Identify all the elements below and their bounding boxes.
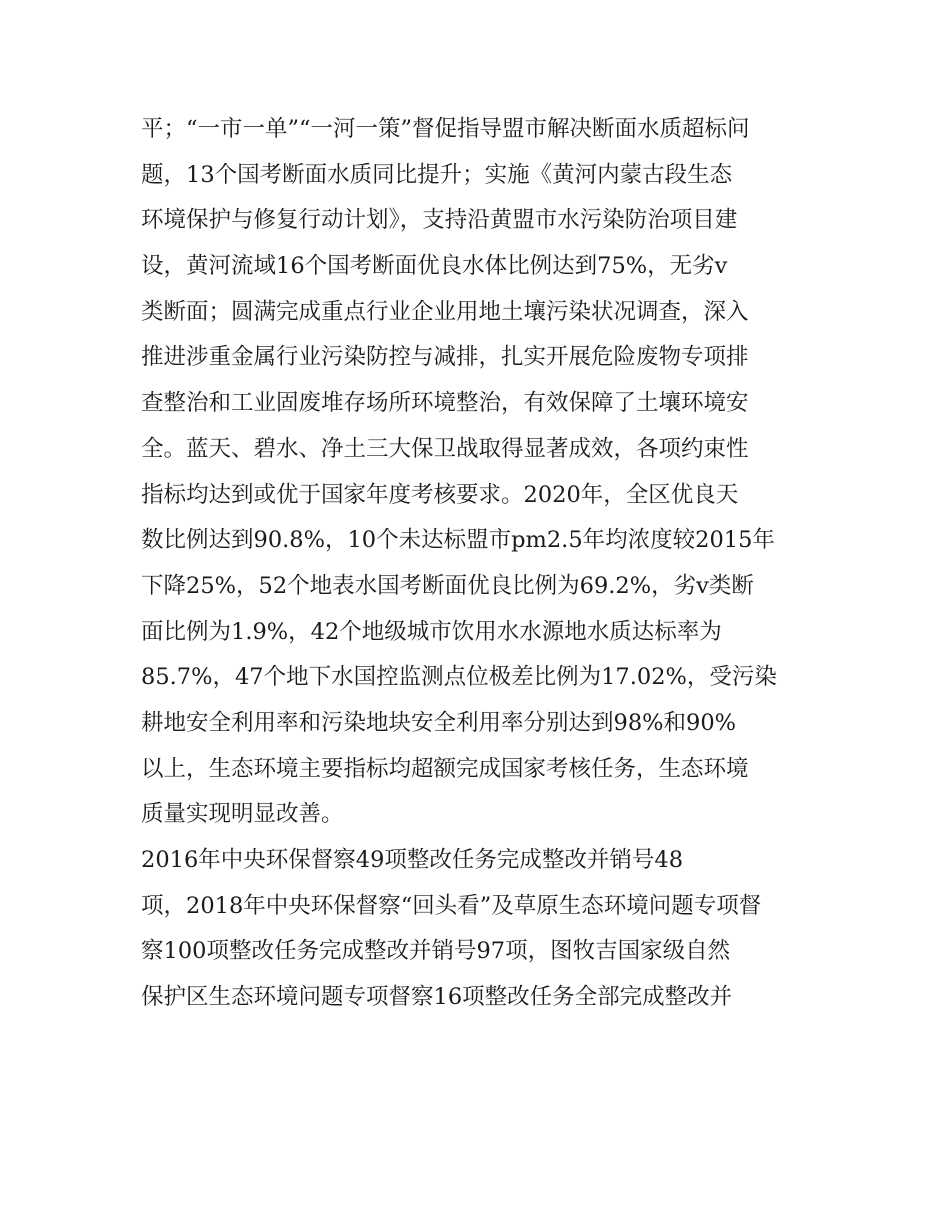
text-line: 耕地安全利用率和污染地块安全利用率分别达到98%和90%: [141, 709, 737, 736]
text-line: 项，2018年中央环保督察“回头看”及草原生态环境问题专项督: [141, 892, 762, 919]
text-line: 85.7%，47个地下水国控监测点位极差比例为17.02%，受污染: [141, 664, 777, 691]
text-line: 下降25%，52个地表水国考断面优良比例为69.2%，劣ⅴ类断: [141, 572, 754, 599]
text-line: 平；“一市一单”“一河一策”督促指导盟市解决断面水质超标问: [141, 116, 750, 142]
text-line: 推进涉重金属行业污染防控与减排，扎实开展危险废物专项排: [141, 344, 749, 371]
text-line: 保护区生态环境问题专项督察16项整改任务全部完成整改并: [141, 984, 733, 1011]
text-line: 全。蓝天、碧水、净土三大保卫战取得显著成效，各项约束性: [141, 435, 749, 462]
text-line: 题，13个国考断面水质同比提升；实施《黄河内蒙古段生态: [141, 161, 733, 188]
text-line: 察100项整改任务完成整改并销号97项，图牧吉国家级自然: [141, 938, 731, 965]
text-line: 类断面；圆满完成重点行业企业用地土壤污染状况调查，深入: [141, 298, 749, 325]
text-line: 指标均达到或优于国家年度考核要求。2020年，全区优良天: [141, 481, 739, 508]
text-line: 2016年中央环保督察49项整改任务完成整改并销号48: [141, 847, 684, 873]
text-line: 数比例达到90.8%，10个未达标盟市pm2.5年均浓度较2015年: [141, 527, 775, 554]
text-line: 以上，生态环境主要指标均超额完成国家考核任务，生态环境: [141, 755, 749, 782]
text-line: 设，黄河流域16个国考断面优良水体比例达到75%，无劣ⅴ: [141, 253, 728, 280]
body-text: [141, 110, 821, 1024]
text-line: 查整治和工业固废堆存场所环境整治，有效保障了土壤环境安: [141, 390, 749, 417]
text-line: 质量实现明显改善。: [141, 801, 344, 828]
text-line: 面比例为1.9%，42个地级城市饮用水水源地水质达标率为: [141, 618, 722, 645]
text-line: 环境保护与修复行动计划》，支持沿黄盟市水污染防治项目建: [141, 207, 738, 234]
